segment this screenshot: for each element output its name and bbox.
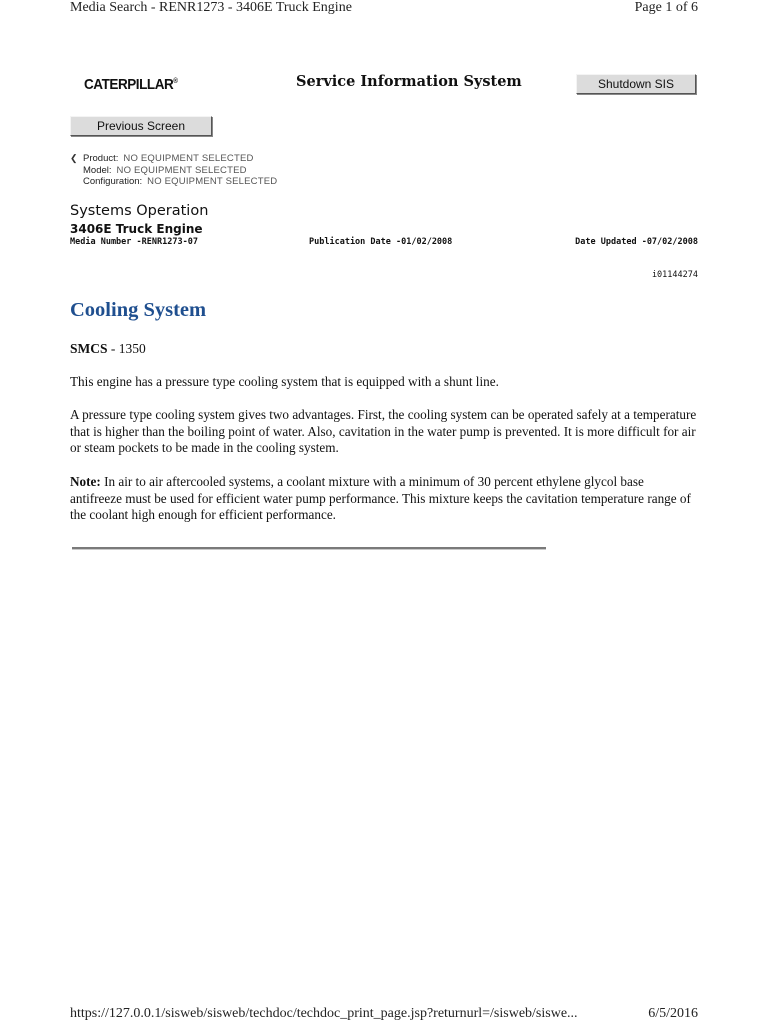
back-arrow-icon[interactable]: ❮ xyxy=(70,153,78,163)
print-header-title: Media Search - RENR1273 - 3406E Truck Engine xyxy=(70,0,352,15)
previous-screen-button[interactable]: Previous Screen xyxy=(70,116,212,136)
section-title: Systems Operation xyxy=(70,203,209,219)
paragraph-intro: This engine has a pressure type cooling system that is equipped with a shunt line. xyxy=(70,374,499,389)
smcs-label: SMCS xyxy=(70,341,108,356)
equipment-info xyxy=(70,153,277,188)
smcs-value: - 1350 xyxy=(107,341,146,356)
model-value: NO EQUIPMENT SELECTED xyxy=(116,164,247,176)
publication-date: Publication Date -01/02/2008 xyxy=(309,237,453,247)
configuration-row xyxy=(70,176,277,188)
section-divider xyxy=(72,547,546,550)
smcs-code xyxy=(70,341,146,357)
engine-title: 3406E Truck Engine xyxy=(70,222,203,236)
print-header xyxy=(70,0,698,18)
sis-topbar xyxy=(70,72,698,98)
product-value: NO EQUIPMENT SELECTED xyxy=(123,153,254,164)
print-header-page-number: Page 1 of 6 xyxy=(634,0,698,15)
note-label: Note: xyxy=(70,474,101,489)
paragraph-advantages: A pressure type cooling system gives two advantages. First, the cooling system can be operated safely at a temperature that is higher than the boiling point of water. Also, cavitation in the water pump is prevented. It is more difficult for air or steam pockets to be made in the cooling system. xyxy=(70,407,697,456)
model-row xyxy=(70,165,277,177)
sis-title: Service Information System xyxy=(296,73,522,90)
configuration-label: Configuration: xyxy=(83,176,143,187)
product-row xyxy=(70,153,277,165)
document-id: i01144274 xyxy=(651,270,698,280)
print-footer-url: https://127.0.0.1/sisweb/sisweb/techdoc/techdoc_print_page.jsp?returnurl=/sisweb/siswe... xyxy=(70,1006,578,1021)
print-footer-date: 6/5/2016 xyxy=(648,1006,698,1021)
note-paragraph xyxy=(70,474,698,524)
page-title: Cooling System xyxy=(70,299,207,321)
media-number: Media Number -RENR1273-07 xyxy=(70,237,198,247)
product-label: Product: xyxy=(83,153,119,164)
document-meta xyxy=(70,237,698,249)
date-updated: Date Updated -07/02/2008 xyxy=(575,237,698,247)
caterpillar-logo: CATERPILLAR® xyxy=(84,76,178,93)
shutdown-sis-button[interactable]: Shutdown SIS xyxy=(576,74,696,94)
model-label: Model: xyxy=(83,164,112,176)
print-footer xyxy=(70,1006,698,1024)
note-text: In air to air aftercooled systems, a coolant mixture with a minimum of 30 percent ethylene glycol base antifreeze must be used for efficient water pump performance. This mixture keeps the cavitation temperature range of the coolant high enough for efficient performance. xyxy=(70,474,691,523)
configuration-value: NO EQUIPMENT SELECTED xyxy=(147,176,278,187)
